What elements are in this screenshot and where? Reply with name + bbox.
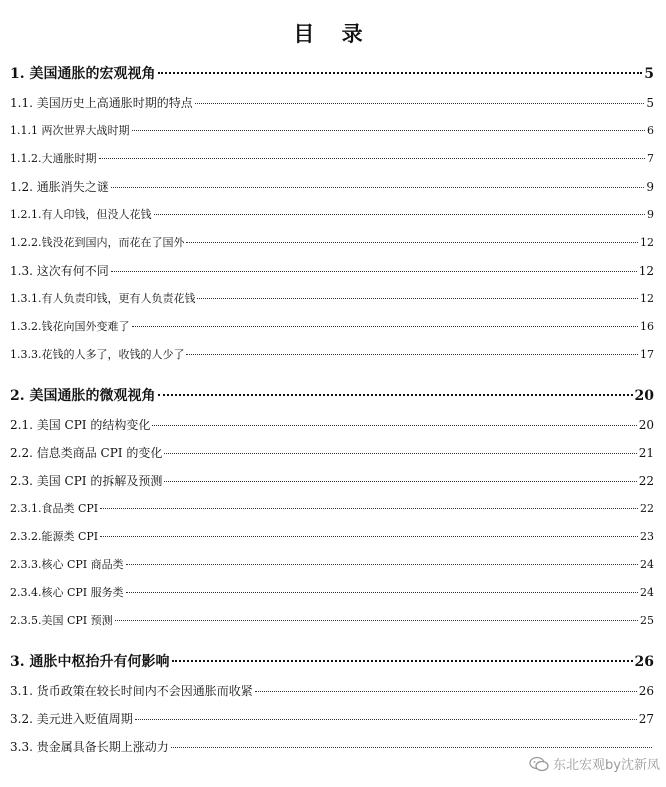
toc-entry[interactable]	[10, 411, 654, 439]
toc-chapter-entry[interactable]	[10, 60, 654, 89]
table-of-contents	[10, 60, 654, 761]
toc-entry-label: 2.3.2.能源类 CPI	[10, 530, 99, 543]
toc-entry-label: 3.3. 贵金属具备长期上涨动力	[10, 740, 169, 754]
dot-leader	[154, 213, 646, 215]
toc-chapter-entry[interactable]	[10, 382, 654, 411]
toc-entry[interactable]	[10, 607, 654, 635]
toc-entry[interactable]	[10, 579, 654, 607]
dot-leader	[255, 690, 637, 692]
toc-entry[interactable]	[10, 495, 654, 523]
toc-page-number: 16	[640, 320, 654, 333]
dot-leader	[158, 71, 643, 74]
dot-leader	[195, 102, 645, 104]
toc-entry-label: 1.3.2.钱花向国外变难了	[10, 320, 130, 333]
toc-entry-label: 1.1.1 两次世界大战时期	[10, 124, 130, 137]
dot-leader	[164, 480, 636, 482]
toc-entry[interactable]	[10, 229, 654, 257]
toc-page-number: 12	[640, 236, 654, 249]
toc-entry-label: 1.3. 这次有何不同	[10, 264, 109, 278]
toc-entry[interactable]	[10, 89, 654, 117]
dot-leader	[135, 718, 637, 720]
toc-page-number: 24	[640, 558, 654, 571]
toc-entry-label: 2. 美国通胀的微观视角	[10, 388, 156, 404]
dot-leader	[152, 424, 636, 426]
toc-entry-label: 2.2. 信息类商品 CPI 的变化	[10, 446, 163, 460]
toc-entry[interactable]	[10, 523, 654, 551]
toc-entry-label: 2.1. 美国 CPI 的结构变化	[10, 418, 151, 432]
toc-entry-label: 1.3.3.花钱的人多了，收钱的人少了	[10, 348, 185, 361]
dot-leader	[126, 591, 638, 593]
toc-entry-label: 1.2.2.钱没花到国内，而花在了国外	[10, 236, 185, 249]
toc-entry[interactable]	[10, 467, 654, 495]
toc-entry[interactable]	[10, 201, 654, 229]
toc-page-number: 26	[634, 654, 654, 670]
toc-page-number: 20	[638, 418, 654, 432]
toc-page-number: 22	[640, 502, 654, 515]
toc-entry-label: 2.3.1.食品类 CPI	[10, 502, 99, 515]
toc-page-number: 22	[638, 474, 654, 488]
watermark-text: 东北宏观by沈新凤	[553, 758, 660, 773]
toc-page-number: 23	[640, 530, 654, 543]
toc-entry-label: 1.3.1.有人负责印钱，更有人负责花钱	[10, 292, 196, 305]
watermark	[529, 754, 660, 773]
toc-entry[interactable]	[10, 341, 654, 369]
toc-page-number: 9	[647, 208, 654, 221]
toc-page-number: 26	[638, 684, 654, 698]
toc-page-number: 5	[646, 96, 654, 110]
toc-entry[interactable]	[10, 285, 654, 313]
dot-leader	[132, 325, 639, 327]
toc-entry[interactable]	[10, 257, 654, 285]
toc-entry[interactable]	[10, 173, 654, 201]
toc-entry-label: 1. 美国通胀的宏观视角	[10, 66, 156, 82]
toc-entry-label: 3.1. 货币政策在较长时间内不会因通胀而收紧	[10, 684, 253, 698]
toc-chapter-entry[interactable]	[10, 648, 654, 677]
toc-entry[interactable]	[10, 439, 654, 467]
toc-page-number: 17	[640, 348, 654, 361]
dot-leader	[126, 563, 638, 565]
toc-entry-label: 1.1. 美国历史上高通胀时期的特点	[10, 96, 193, 110]
dot-leader	[186, 241, 638, 243]
dot-leader	[99, 157, 646, 159]
dot-leader	[100, 535, 638, 537]
toc-page-number: 12	[638, 264, 654, 278]
toc-entry-label: 3. 通胀中枢抬升有何影响	[10, 654, 170, 670]
toc-entry-label: 2.3. 美国 CPI 的拆解及预测	[10, 474, 163, 488]
dot-leader	[186, 353, 638, 355]
dot-leader	[197, 297, 638, 299]
toc-page-number: 7	[647, 152, 654, 165]
dot-leader	[164, 452, 636, 454]
toc-entry-label: 2.3.3.核心 CPI 商品类	[10, 558, 124, 571]
toc-page-number: 9	[646, 180, 654, 194]
dot-leader	[115, 619, 638, 621]
dot-leader	[111, 270, 637, 272]
toc-entry[interactable]	[10, 313, 654, 341]
toc-entry-label: 1.2.1.有人印钱，但没人花钱	[10, 208, 152, 221]
toc-entry[interactable]	[10, 145, 654, 173]
toc-entry-label: 1.2. 通胀消失之谜	[10, 180, 109, 194]
toc-page-number: 25	[640, 614, 654, 627]
toc-entry[interactable]	[10, 677, 654, 705]
toc-entry-label: 1.1.2.大通胀时期	[10, 152, 97, 165]
toc-page-number: 21	[638, 446, 654, 460]
section-gap	[10, 369, 654, 382]
dot-leader	[132, 129, 646, 131]
section-gap	[10, 635, 654, 648]
dot-leader	[100, 507, 638, 509]
dot-leader	[171, 746, 652, 748]
dot-leader	[111, 186, 645, 188]
toc-entry[interactable]	[10, 705, 654, 733]
toc-page-number: 24	[640, 586, 654, 599]
page-title: 目 录	[293, 21, 373, 46]
toc-page-number: 20	[634, 388, 654, 404]
wechat-icon	[529, 756, 549, 772]
toc-entry-label: 2.3.5.美国 CPI 预测	[10, 614, 113, 627]
toc-entry-label: 2.3.4.核心 CPI 服务类	[10, 586, 124, 599]
toc-page-number: 12	[640, 292, 654, 305]
toc-page-number: 6	[647, 124, 654, 137]
toc-entry[interactable]	[10, 117, 654, 145]
dot-leader	[172, 659, 633, 662]
toc-entry[interactable]	[10, 551, 654, 579]
toc-page-number: 27	[638, 712, 654, 726]
toc-page-number: 5	[644, 66, 654, 82]
dot-leader	[158, 393, 633, 396]
toc-entry-label: 3.2. 美元进入贬值周期	[10, 712, 133, 726]
